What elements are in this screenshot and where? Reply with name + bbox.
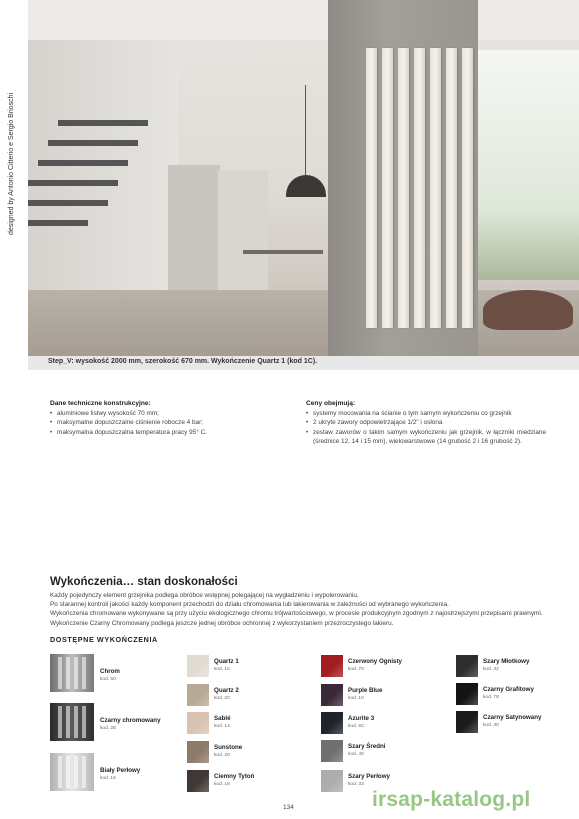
swatch-name: Szary Średni [348,743,386,750]
tech-title: Dane techniczne konstrukcyjne: [50,400,151,407]
swatch-code: kod. 14 [214,724,230,729]
radiator-step-v [366,48,474,328]
swatch-color [456,655,478,677]
swatch-code: kod. 70 [348,667,364,672]
swatch-name: Sablé [214,715,231,722]
swatch-code: kod. 18 [214,782,230,787]
finishes-paragraph: Po starannej kontroli jakości każdy komponent przechodzi do działu chromowania lub lakierowania w zależności od wybranego wykończenia. [50,601,449,609]
swatch-name: Quartz 1 [214,658,239,665]
swatch-name: Quartz 2 [214,687,239,694]
swatch-name: Czarny chromowany [100,717,161,724]
list-item: • maksymalne dopuszczalne ciśnienie robocze 4 bar; [50,418,270,427]
list-item: • aluminiowe listwy wysokość 70 mm; [50,409,270,418]
swatch-code: kod. 2E [100,726,117,731]
swatch-code: kod. 40 [348,752,364,757]
prices-title: Ceny obejmują: [306,400,356,407]
swatch-name: Chrom [100,668,120,675]
swatch-code: kod. 78 [483,695,499,700]
finishes-text [50,591,550,628]
swatch-color [50,654,94,692]
swatch-name: Szary Młotkowy [483,658,530,665]
swatch-name: Czerwony Ognisty [348,658,402,665]
finishes-paragraph: Każdy pojedynczy element grzejnika podlega obróbce wstępnej polegającej na wygładzeniu i wypolerowaniu. [50,592,359,599]
tech-list [50,409,270,437]
swatch-color [50,753,94,791]
swatch-code: kod. 10 [348,696,364,701]
swatch-color [456,683,478,705]
swatch-color [187,770,209,792]
swatch-name: Sunstone [214,744,243,751]
list-item: • zestaw zaworów o takim samym wykończeniu jak grzejnik, w łączniki miedziane (średnice 12, 14 i 15 mm), wielowarstwowe (14 grubość 2 i 16 grubość 2). [306,428,546,446]
swatch-code: kod. 20 [214,753,230,758]
swatch-code: kod. 1C [214,667,231,672]
pendant-lamp [286,175,326,197]
swatch-color [187,712,209,734]
swatch-code: kod. 6C [348,724,365,729]
swatch-color [456,711,478,733]
swatch-name: Biały Perłowy [100,767,141,774]
swatch-code: kod. 33 [348,782,364,787]
hero-photo [28,0,579,356]
list-item: • systemy mocowania na ścianie o tym samym wykończeniu co grzejnik [306,409,546,418]
swatch-color [50,703,94,741]
swatch-color [187,741,209,763]
swatch-color [321,655,343,677]
swatch-code: kod. 50 [100,677,116,682]
finishes-paragraph: Wykończenia chromowane wykonywane są przy użyciu ekologicznego chromu trójwartościowego, w procesie produkcyjnym zgodnym z najostrzejszymi przepisami prawnymi. Wykończenie Czarny Chromowany podlega jeszcze jednej obróbce ochronnej z wykorzystaniem przezroczystego lakieru. [50,610,543,627]
swatch-code: kod. 2C [214,696,231,701]
swatch-color [321,712,343,734]
swatch-color [321,770,343,792]
list-item: • 2 ukryte zawory odpowietrzające 1/2" i osłona [306,418,546,427]
list-item: • maksymalna dopuszczalna temperatura pracy 95° C. [50,428,270,437]
designer-credit: designed by Antonio Citterio e Sergio Brioschi [8,92,15,235]
swatch-color [187,655,209,677]
swatch-color [187,684,209,706]
watermark[interactable]: irsap-katalog.pl [372,788,531,811]
swatch-name: Azurite 3 [348,715,375,722]
tech-data [50,399,270,437]
swatch-code: kod. 32 [483,667,499,672]
swatch-name: Szary Perłowy [348,773,390,780]
butterfly-chair [483,290,573,330]
available-finishes-title: DOSTĘPNE WYKOŃCZENIA [50,635,158,644]
page-number: 134 [283,804,294,811]
swatch-name: Czarny Satynowany [483,714,542,721]
prices-include [306,399,546,446]
prices-list [306,409,546,446]
swatch-code: kod. 30 [483,723,499,728]
photo-caption: Step_V: wysokość 2000 mm, szerokość 670 mm. Wykończenie Quartz 1 (kod 1C). [48,358,318,365]
swatch-code: kod. 16 [100,776,116,781]
swatch-name: Czarny Grafitowy [483,686,534,693]
swatch-color [321,740,343,762]
finishes-title: Wykończenia… stan doskonałości [50,576,238,588]
swatch-color [321,684,343,706]
swatch-name: Purple Blue [348,687,383,694]
swatch-name: Ciemny Tytoń [214,773,255,780]
